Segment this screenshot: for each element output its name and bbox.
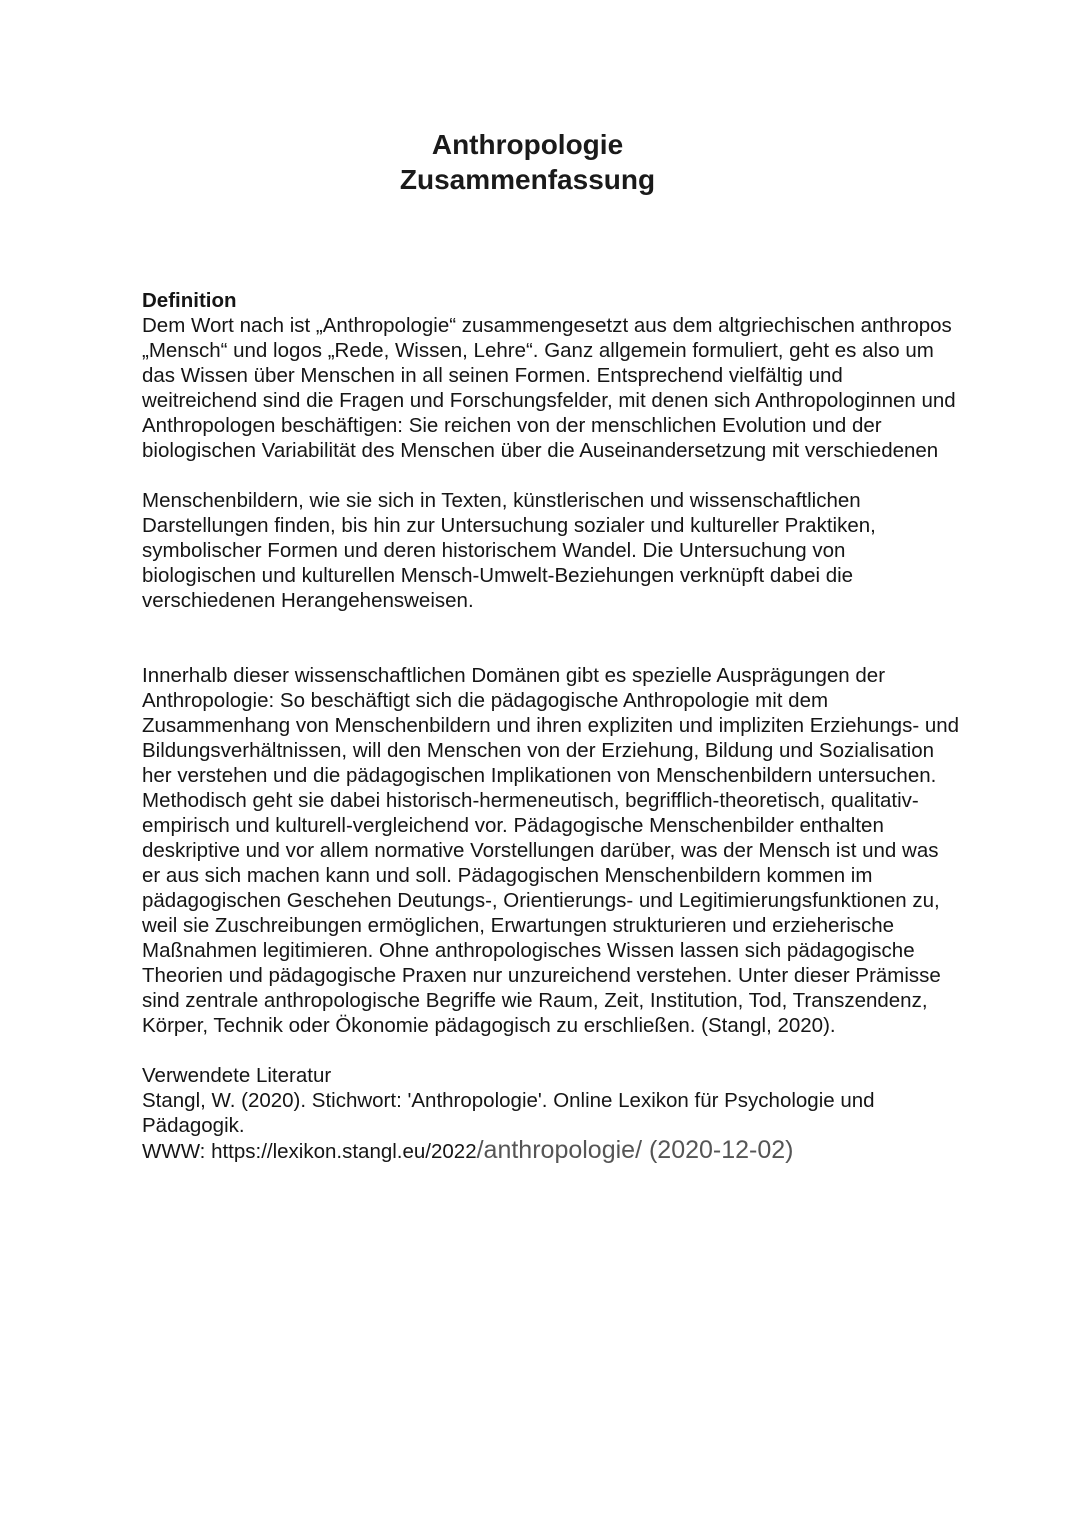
document-title — [0, 127, 1055, 197]
paragraph-spacer — [142, 1038, 962, 1063]
definition-paragraph-2: Menschenbildern, wie sie sich in Texten, künstlerischen und wissenschaftlichen Darstellungen finden, bis hin zur Untersuchung sozialer und kultureller Praktiken, symbolischer Formen und deren historischem Wandel. Die Untersuchung von biologischen und kulturellen Mensch-Umwelt-Beziehungen verknüpft dabei die verschiedenen Herangehensweisen. — [142, 489, 876, 612]
title-line-1: Anthropologie — [431, 129, 624, 160]
literature-url-prefix: WWW: https://lexikon.stangl.eu/2022 — [142, 1140, 477, 1163]
document-body — [142, 288, 962, 1164]
paragraph-spacer — [142, 463, 962, 488]
title-line-2: Zusammenfassung — [399, 164, 656, 195]
definition-paragraph-3: Innerhalb dieser wissenschaftlichen Domänen gibt es spezielle Ausprägungen der Anthropologie: So beschäftigt sich die pädagogische Anthropologie mit dem Zusammenhang von Menschenbildern und ihren expliziten und impliziten Erziehungs- und Bildungsverhältnissen, will den Menschen von der Erziehung, Bildung und Sozialisation her verstehen und die pädagogischen Implikationen von Menschenbildern untersuchen. Methodisch geht sie dabei historisch-hermeneutisch, begrifflich-theoretisch, qualitativ-empirisch und kulturell-vergleichend vor. Pädagogische Menschenbilder enthalten deskriptive und vor allem normative Vorstellungen darüber, was der Mensch ist und was er aus sich machen kann und soll. Pädagogischen Menschenbildern kommen im pädagogischen Geschehen Deutungs-, Orientierungs- und Legitimierungsfunktionen zu, weil sie Zuschreibungen ermöglichen, Erwartungen strukturieren und erzieherische Maßnahmen legitimieren. Ohne anthropologisches Wissen lassen sich pädagogische Theorien und pädagogische Praxen nur unzureichend verstehen. Unter dieser Prämisse sind zentrale anthropologische Begriffe wie Raum, Zeit, Institution, Tod, Transzendenz, Körper, Technik oder Ökonomie pädagogisch zu erschließen. (Stangl, 2020). — [142, 664, 960, 1037]
literature-url-suffix: /anthropologie/ (2020-12-02) — [476, 1136, 794, 1164]
definition-heading: Definition — [142, 289, 237, 312]
definition-paragraph-1: Dem Wort nach ist „Anthropologie“ zusammengesetzt aus dem altgriechischen anthropos „Mensch“ und logos „Rede, Wissen, Lehre“. Ganz allgemein formuliert, geht es also um das Wissen über Menschen in all seinen Formen. Entsprechend vielfältig und weitreichend sind die Fragen und Forschungsfelder, mit denen sich Anthropologinnen und Anthropologen beschäftigen: Sie reichen von der menschlichen Evolution und der biologischen Variabilität des Menschen über die Auseinandersetzung mit verschiedenen — [142, 314, 956, 462]
literature-url — [142, 1138, 962, 1164]
literature-reference: Stangl, W. (2020). Stichwort: 'Anthropologie'. Online Lexikon für Psychologie und Pädagogik. — [142, 1089, 875, 1137]
literature-heading: Verwendete Literatur — [142, 1064, 332, 1087]
paragraph-spacer — [142, 613, 962, 663]
